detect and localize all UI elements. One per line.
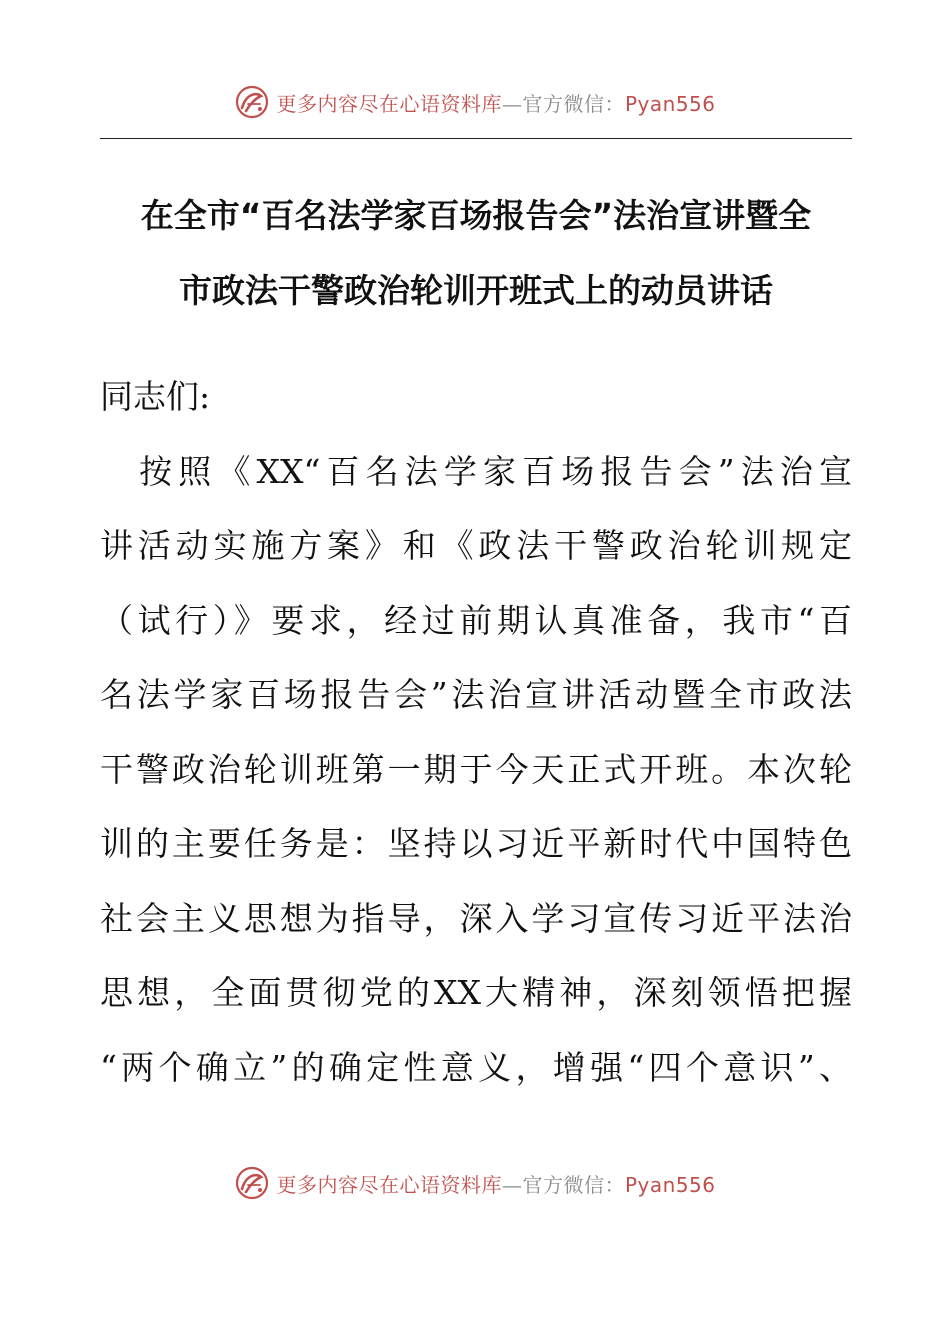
document-body xyxy=(100,360,852,1105)
footer-wechat-label: 官方微信： xyxy=(522,1172,625,1197)
header-banner-text xyxy=(276,88,715,117)
footer-wechat-id: Pyan556 xyxy=(624,1172,716,1197)
body-line-1: 按照《XX“百名法学家百场报告会”法治宣 xyxy=(100,451,852,491)
signature-logo-icon xyxy=(234,1165,270,1201)
body-line-9: “两个确立”的确定性意义，增强“四个意识”、 xyxy=(100,1047,852,1087)
body-line-5: 干警政治轮训班第一期于今天正式开班。本次轮 xyxy=(100,749,852,789)
body-line-6: 训的主要任务是：坚持以习近平新时代中国特色 xyxy=(100,824,852,863)
header-wechat-id: Pyan556 xyxy=(624,91,716,116)
header-divider xyxy=(100,138,852,139)
footer-site-text: 更多内容尽在心语资料库 xyxy=(276,1172,502,1197)
header-wechat-label: 官方微信： xyxy=(522,91,625,116)
title-line-1: 在全市“百名法学家百场报告会”法治宣讲暨全 xyxy=(140,196,812,235)
header-separator: — xyxy=(501,91,523,116)
body-line-3: （试行）》要求，经过前期认真准备，我市“百 xyxy=(100,600,852,640)
title-line-2: 市政法干警政治轮训开班式上的动员讲话 xyxy=(179,271,773,310)
footer-separator: — xyxy=(501,1172,523,1197)
signature-logo-icon xyxy=(234,84,270,120)
header-banner xyxy=(0,82,950,122)
greeting: 同志们: xyxy=(100,377,211,416)
body-line-7: 社会主义思想为指导，深入学习宣传习近平法治 xyxy=(100,898,852,938)
footer-banner xyxy=(0,1163,950,1203)
header-site-text: 更多内容尽在心语资料库 xyxy=(276,91,502,116)
footer-banner-text xyxy=(276,1169,715,1198)
document-title xyxy=(100,178,852,328)
body-line-4: 名法学家百场报告会”法治宣讲活动暨全市政法 xyxy=(100,675,852,714)
body-line-2: 讲活动实施方案》和《政法干警政治轮训规定 xyxy=(100,526,852,565)
body-line-8: 思想，全面贯彻党的XX大精神，深刻领悟把握 xyxy=(100,973,852,1012)
